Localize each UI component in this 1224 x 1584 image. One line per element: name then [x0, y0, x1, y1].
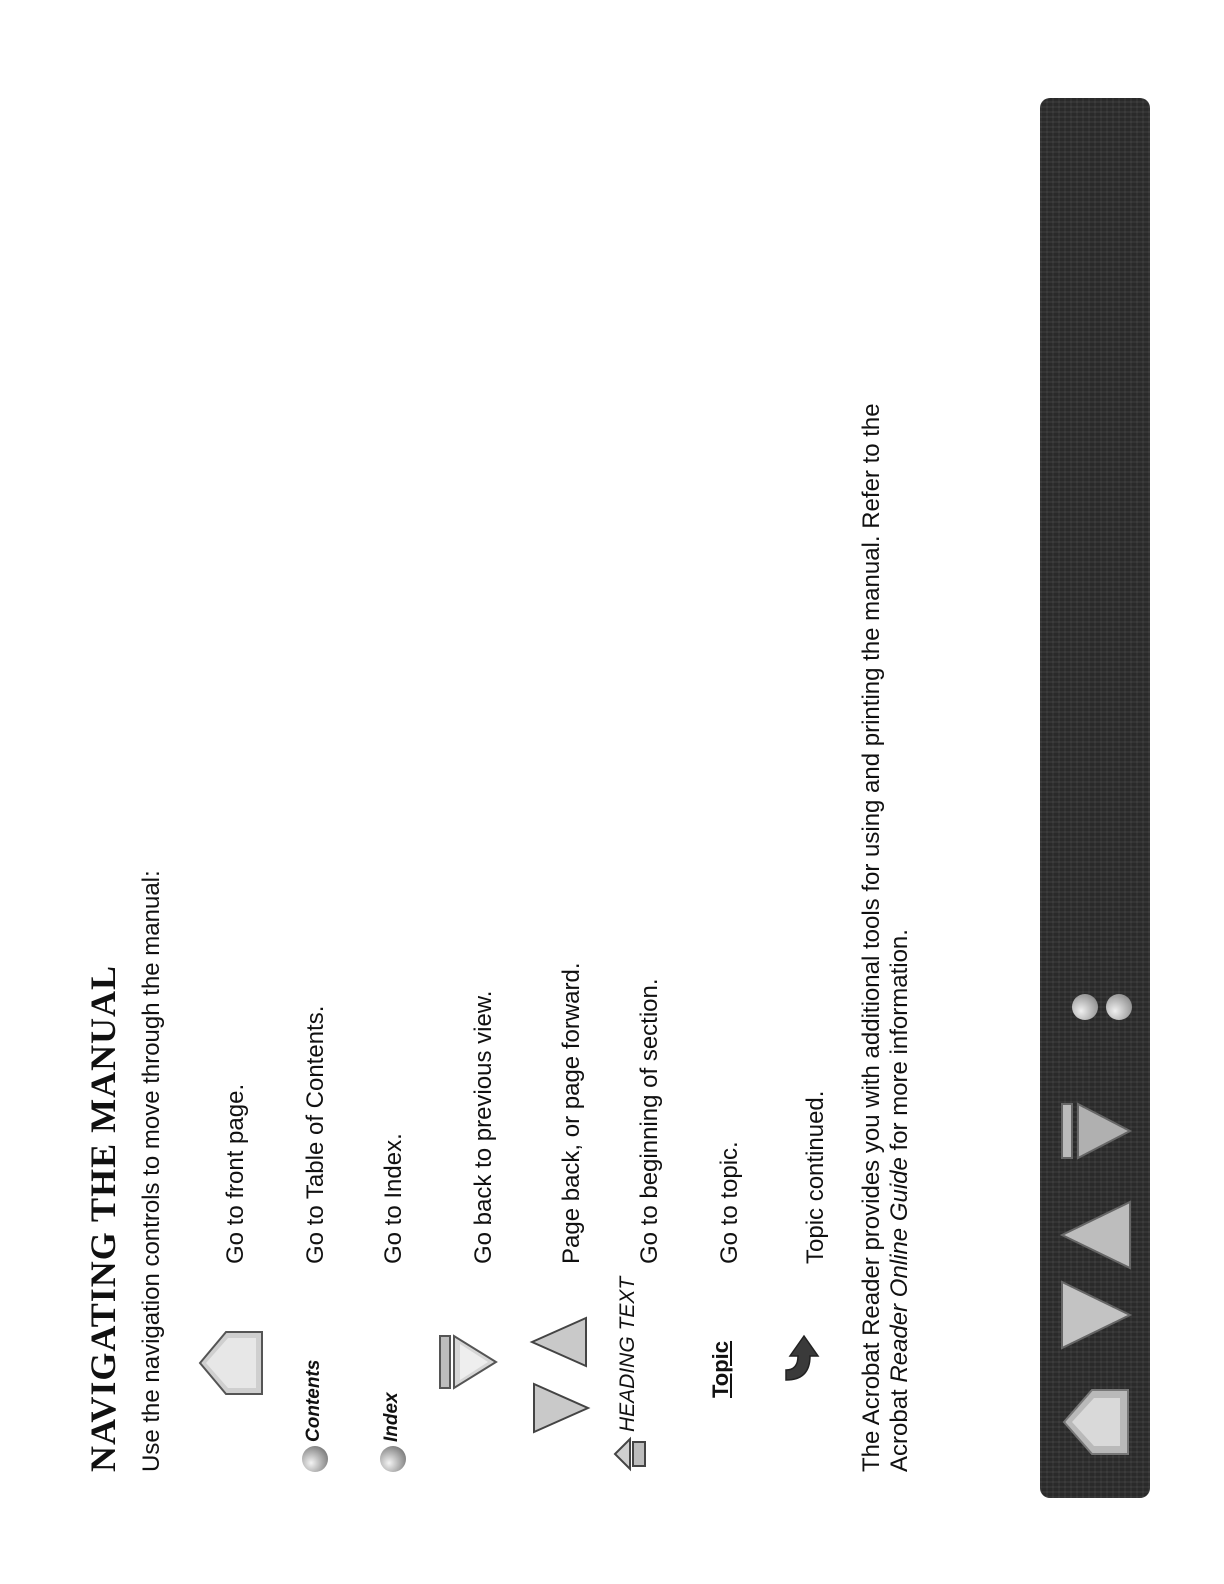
index-dot-icon[interactable]: [1106, 994, 1132, 1020]
page-forward-icon[interactable]: [528, 1314, 592, 1370]
control-description: Go back to previous view.: [470, 990, 497, 1264]
heading-text-label[interactable]: HEADING TEXT: [616, 1276, 639, 1432]
index-label: Index: [381, 1392, 402, 1442]
topic-link[interactable]: Topic: [708, 1340, 733, 1398]
footer-paragraph: [858, 172, 914, 1472]
contents-label: Contents: [303, 1359, 324, 1442]
home-icon[interactable]: [1060, 1386, 1132, 1458]
reader-online-guide-title: Reader Online Guide: [886, 1157, 913, 1383]
topic-continued-arrow-icon[interactable]: [776, 1328, 824, 1386]
contents-button-icon[interactable]: [302, 1446, 328, 1472]
contents-dot-icon[interactable]: [1072, 994, 1098, 1020]
page-back-icon[interactable]: [528, 1380, 592, 1436]
control-description: Go to topic.: [716, 1141, 743, 1264]
page-back-icon[interactable]: [1056, 1278, 1136, 1352]
index-button-icon[interactable]: [380, 1446, 406, 1472]
home-page-icon[interactable]: [196, 1328, 266, 1398]
footer-line-2-prefix: Acrobat: [886, 1382, 913, 1472]
control-description: Go to front page.: [222, 1083, 249, 1264]
control-description: Topic continued.: [802, 1090, 829, 1264]
section-start-icon[interactable]: [612, 1436, 648, 1472]
control-description: Go to Table of Contents.: [302, 1005, 329, 1264]
footer-line-2-suffix: for more information.: [886, 929, 913, 1158]
control-description: Go to beginning of section.: [636, 978, 663, 1264]
page-forward-icon[interactable]: [1056, 1198, 1136, 1272]
page-title: NAVIGATING THE MANUAL: [83, 964, 123, 1472]
navigation-bar: [1040, 98, 1150, 1498]
control-description: Page back, or page forward.: [558, 962, 585, 1264]
control-description: Go to Index.: [380, 1133, 407, 1264]
intro-text: Use the navigation controls to move through the manual:: [138, 870, 165, 1472]
footer-line-1: The Acrobat Reader provides you with additional tools for using and printing the manual. Refer to the: [858, 403, 885, 1472]
previous-view-icon[interactable]: [1058, 1100, 1134, 1162]
previous-view-icon[interactable]: [436, 1332, 500, 1392]
